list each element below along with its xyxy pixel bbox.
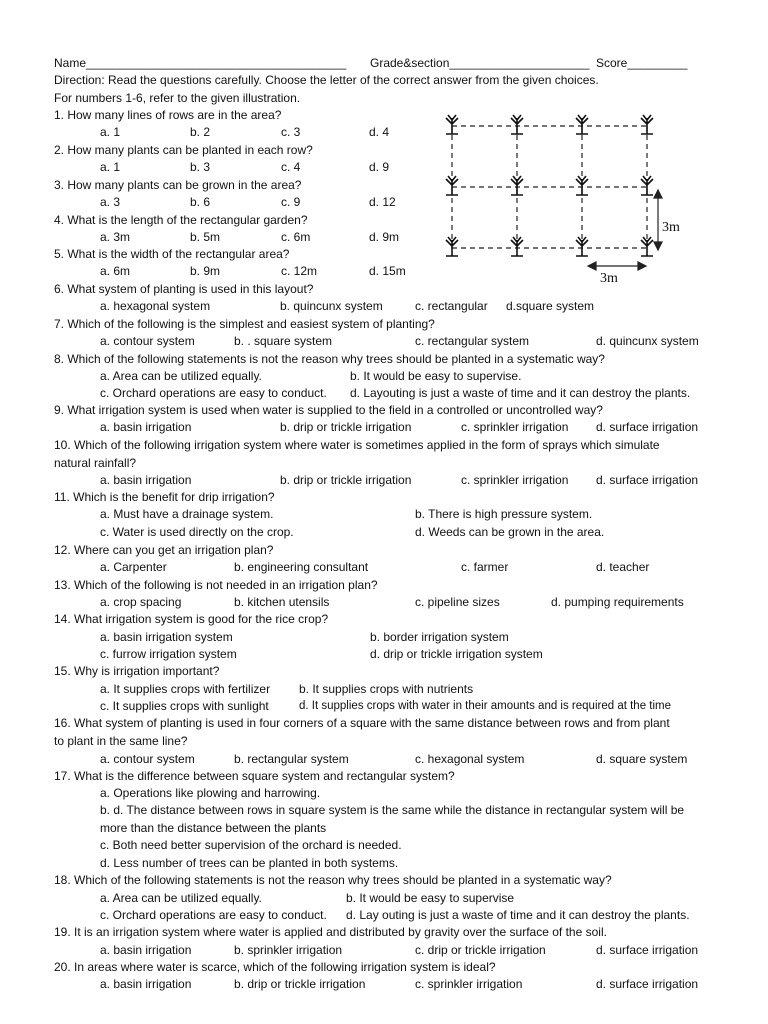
q2-choice-a: a. 1 [100, 160, 121, 174]
q13-choice-b: b. kitchen utensils [234, 595, 330, 609]
q12-choice-b: b. engineering consultant [234, 560, 369, 574]
plant-icon [641, 115, 653, 134]
question-13: 13. Which of the following is not needed in an irrigation plan? [54, 578, 378, 592]
q4-choice-a: a. 3m [100, 230, 131, 244]
q5-choice-b: b. 9m [190, 264, 221, 278]
q17-choice-b-continued: more than the distance between the plants [100, 821, 327, 835]
q18-choice-d: d. Lay outing is just a waste of time and it can destroy the plants. [346, 908, 690, 922]
q2-choice-c: c. 4 [281, 160, 301, 174]
q20-choice-b: b. drip or trickle irrigation [234, 977, 366, 991]
q1-choice-c: c. 3 [281, 125, 301, 139]
q14-choice-c: c. furrow irrigation system [100, 647, 237, 661]
q6-choice-a: a. hexagonal system [100, 299, 211, 313]
q10-choice-b: b. drip or trickle irrigation [280, 473, 412, 487]
question-16-continued: to plant in the same line? [54, 734, 188, 748]
q16-choice-d: d. square system [596, 752, 688, 766]
q20-choice-a: a. basin irrigation [100, 977, 192, 991]
score-field-label: Score_________ [596, 56, 688, 70]
grade-section-field-label: Grade&section_____________________ [370, 56, 590, 70]
q20-choice-c: c. sprinkler irrigation [415, 977, 523, 991]
plant-icon [576, 115, 588, 134]
q1-choice-a: a. 1 [100, 125, 121, 139]
question-19: 19. It is an irrigation system where water is applied and distributed by gravity over the surface of the soil. [54, 925, 607, 939]
q19-choice-b: b. sprinkler irrigation [234, 943, 343, 957]
q14-choice-b: b. border irrigation system [370, 630, 509, 644]
question-2: 2. How many plants can be planted in each row? [54, 143, 313, 157]
plant-icons [446, 115, 653, 256]
q1-choice-b: b. 2 [190, 125, 211, 139]
q5-choice-d: d. 15m [369, 264, 406, 278]
plant-icon [641, 176, 653, 195]
q6-choice-d: d.square system [506, 299, 595, 313]
q19-choice-a: a. basin irrigation [100, 943, 192, 957]
q12-choice-c: c. farmer [461, 560, 509, 574]
q13-choice-c: c. pipeline sizes [415, 595, 500, 609]
q8-choice-b: b. It would be easy to supervise. [350, 369, 522, 383]
q6-choice-b: b. quincunx system [280, 299, 383, 313]
q7-choice-b: b. . square system [234, 334, 333, 348]
q7-choice-d: d. quincunx system [596, 334, 699, 348]
q18-choice-b: b. It would be easy to supervise [346, 891, 515, 905]
plant-icon [511, 115, 523, 134]
question-20: 20. In areas where water is scarce, which of the following irrigation system is ideal? [54, 960, 496, 974]
question-17: 17. What is the difference between square system and rectangular system? [54, 769, 455, 783]
q3-choice-c: c. 9 [281, 195, 301, 209]
plant-icon [511, 176, 523, 195]
q8-choice-a: a. Area can be utilized equally. [100, 369, 262, 383]
question-4: 4. What is the length of the rectangular garden? [54, 213, 308, 227]
question-7: 7. Which of the following is the simplest and easiest system of planting? [54, 317, 435, 331]
q19-choice-d: d. surface irrigation [596, 943, 699, 957]
q1-choice-d: d. 4 [369, 125, 390, 139]
q13-choice-d: d. pumping requirements [551, 595, 684, 609]
q8-choice-d: d. Layouting is just a waste of time and it can destroy the plants. [350, 386, 691, 400]
q17-choice-d: d. Less number of trees can be planted in both systems. [100, 856, 399, 870]
q2-choice-d: d. 9 [369, 160, 390, 174]
q14-choice-d: d. drip or trickle irrigation system [370, 647, 543, 661]
plant-icon [641, 237, 653, 256]
q15-choice-a: a. It supplies crops with fertilizer [100, 682, 271, 696]
q17-choice-a: a. Operations like plowing and harrowing. [100, 786, 321, 800]
plant-icon [446, 237, 458, 256]
name-field-label: Name_______________________________________ [54, 56, 347, 70]
q9-choice-c: c. sprinkler irrigation [461, 420, 569, 434]
q5-choice-c: c. 12m [281, 264, 318, 278]
q15-choice-c: c. It supplies crops with sunlight [100, 699, 269, 713]
directions-text: Direction: Read the questions carefully. Choose the letter of the correct answer from the given choices. [54, 73, 599, 87]
q13-choice-a: a. crop spacing [100, 595, 182, 609]
question-11: 11. Which is the benefit for drip irrigation? [54, 490, 275, 504]
q11-choice-c: c. Water is used directly on the crop. [100, 525, 294, 539]
q16-choice-b: b. rectangular system [234, 752, 349, 766]
question-10-continued: natural rainfall? [54, 456, 137, 470]
q18-choice-c: c. Orchard operations are easy to conduct. [100, 908, 327, 922]
q9-choice-d: d. surface irrigation [596, 420, 699, 434]
question-15: 15. Why is irrigation important? [54, 664, 220, 678]
q7-choice-c: c. rectangular system [415, 334, 530, 348]
plant-icon [446, 115, 458, 134]
planting-layout-svg [432, 106, 692, 290]
question-16: 16. What system of planting is used in four corners of a square with the same distance between rows and from plant [54, 716, 670, 730]
question-5: 5. What is the width of the rectangular area? [54, 247, 290, 261]
question-12: 12. Where can you get an irrigation plan? [54, 543, 274, 557]
q8-choice-c: c. Orchard operations are easy to conduct. [100, 386, 327, 400]
question-14: 14. What irrigation system is good for the rice crop? [54, 612, 329, 626]
q11-choice-a: a. Must have a drainage system. [100, 507, 274, 521]
q5-choice-a: a. 6m [100, 264, 131, 278]
dimension-arrows [588, 190, 662, 270]
q11-choice-d: d. Weeds can be grown in the area. [415, 525, 605, 539]
q6-choice-c: c. rectangular [415, 299, 488, 313]
q15-choice-d: d. It supplies crops with water in their amounts and is required at the time [299, 700, 672, 712]
horizontal-dimension-label: 3m [600, 271, 618, 286]
question-6: 6. What system of planting is used in this layout? [54, 282, 314, 296]
q2-choice-b: b. 3 [190, 160, 211, 174]
question-1: 1. How many lines of rows are in the area? [54, 108, 282, 122]
q20-choice-d: d. surface irrigation [596, 977, 699, 991]
q3-choice-a: a. 3 [100, 195, 121, 209]
q3-choice-d: d. 12 [369, 195, 396, 209]
q16-choice-c: c. hexagonal system [415, 752, 525, 766]
question-3: 3. How many plants can be grown in the area? [54, 178, 302, 192]
directions-illustration-note: For numbers 1-6, refer to the given illustration. [54, 91, 301, 105]
q17-choice-b: b. d. The distance between rows in square system is the same while the distance in rectangular system will be [100, 803, 685, 817]
q7-choice-a: a. contour system [100, 334, 195, 348]
q10-choice-a: a. basin irrigation [100, 473, 192, 487]
grid-lines [452, 126, 647, 248]
planting-layout-diagram [432, 106, 692, 290]
q9-choice-b: b. drip or trickle irrigation [280, 420, 412, 434]
plant-icon [511, 237, 523, 256]
plant-icon [446, 176, 458, 195]
q11-choice-b: b. There is high pressure system. [415, 507, 593, 521]
question-9: 9. What irrigation system is used when water is supplied to the field in a controlled or uncontrolled way? [54, 403, 603, 417]
q10-choice-d: d. surface irrigation [596, 473, 699, 487]
q18-choice-a: a. Area can be utilized equally. [100, 891, 262, 905]
q4-choice-c: c. 6m [281, 230, 311, 244]
q4-choice-b: b. 5m [190, 230, 221, 244]
plant-icon [576, 176, 588, 195]
q15-choice-b: b. It supplies crops with nutrients [299, 682, 474, 696]
q14-choice-a: a. basin irrigation system [100, 630, 233, 644]
question-8: 8. Which of the following statements is not the reason why trees should be planted in a systematic way? [54, 352, 605, 366]
q4-choice-d: d. 9m [369, 230, 400, 244]
q12-choice-a: a. Carpenter [100, 560, 167, 574]
q17-choice-c: c. Both need better supervision of the orchard is needed. [100, 838, 402, 852]
q16-choice-a: a. contour system [100, 752, 195, 766]
plant-icon [576, 237, 588, 256]
q3-choice-b: b. 6 [190, 195, 211, 209]
q10-choice-c: c. sprinkler irrigation [461, 473, 569, 487]
question-18: 18. Which of the following statements is not the reason why trees should be planted in a systematic way? [54, 873, 612, 887]
q19-choice-c: c. drip or trickle irrigation [415, 943, 546, 957]
vertical-dimension-label: 3m [662, 220, 680, 235]
q12-choice-d: d. teacher [596, 560, 650, 574]
q9-choice-a: a. basin irrigation [100, 420, 192, 434]
question-10: 10. Which of the following irrigation system where water is sometimes applied in the form of sprays which simulate [54, 438, 660, 452]
